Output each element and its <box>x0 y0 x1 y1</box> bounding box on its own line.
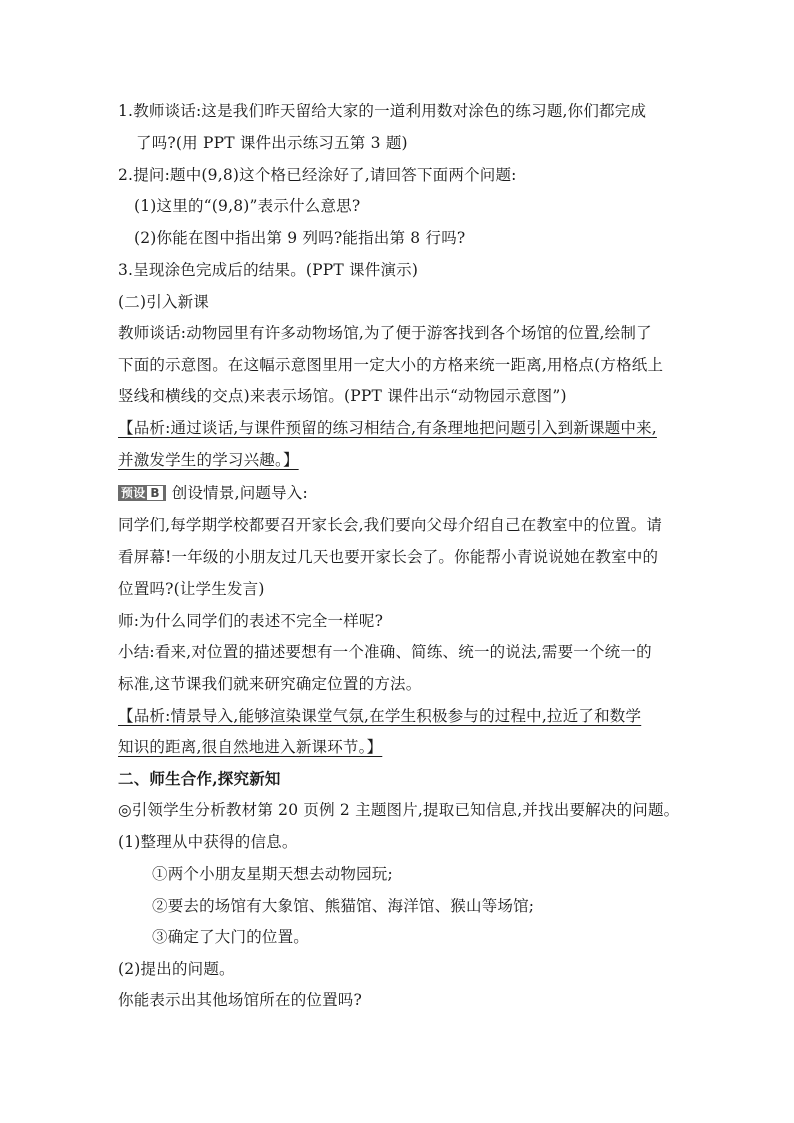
section-heading: 二、师生合作,探究新知 <box>118 769 281 788</box>
text-line: 同学们,每学期学校都要召开家长会,我们要向父母介绍自己在教室中的位置。请 <box>118 516 663 534</box>
text-line: 看屏幕!一年级的小朋友过几天也要开家长会了。你能帮小青说说她在教室中的 <box>118 548 659 566</box>
text-line: 标准,这节课我们就来研究确定位置的方法。 <box>118 675 422 693</box>
list-item: ③确定了大门的位置。 <box>152 928 310 946</box>
text-line: 位置吗?(让学生发言) <box>118 580 265 598</box>
list-item: ①两个小朋友星期天想去动物园玩; <box>152 865 393 883</box>
text-line: 师:为什么同学们的表述不完全一样呢? <box>118 612 384 630</box>
text-line: 2.提问:题中(9,8)这个格已经涂好了,请回答下面两个问题: <box>118 166 517 184</box>
list-item: ②要去的场馆有大象馆、熊猫馆、海洋馆、猴山等场馆; <box>152 897 535 915</box>
analysis-note: 并激发学生的学习兴趣。】 <box>118 451 299 469</box>
list-item: (1)整理从中获得的信息。 <box>118 833 298 851</box>
text-line: 了吗?(用 PPT 课件出示练习五第 3 题) <box>136 134 408 152</box>
text-line: 竖线和横线的交点)来表示场馆。(PPT 课件出示“动物园示意图”) <box>118 387 567 405</box>
text-line: 下面的示意图。在这幅示意图里用一定大小的方格来统一距离,用格点(方格纸上 <box>118 356 664 374</box>
text-line: 3.呈现涂色完成后的结果。(PPT 课件演示) <box>118 261 419 279</box>
analysis-note: 【品析:情景导入,能够渲染课堂气氛,在学生积极参与的过程中,拉近了和数学 <box>118 707 642 725</box>
text-line: 小结:看来,对位置的描述要想有一个准确、简练、统一的说法,需要一个统一的 <box>118 643 652 661</box>
list-item: (2)提出的问题。 <box>118 960 235 978</box>
preset-badge: 预设 B <box>118 485 166 501</box>
text-line: (1)这里的“(9,8)”表示什么意思? <box>134 197 361 215</box>
text-line: (2)你能在图中指出第 9 列吗?能指出第 8 行吗? <box>134 229 466 247</box>
preset-heading: 预设 B 创设情景,问题导入: <box>118 483 308 503</box>
section-heading: (二)引入新课 <box>118 293 209 311</box>
text-line: 1.教师谈话:这是我们昨天留给大家的一道利用数对涂色的练习题,你们都完成 <box>118 102 647 120</box>
analysis-note: 知识的距离,很自然地进入新课环节。】 <box>118 738 383 756</box>
text-line: 你能表示出其他场馆所在的位置吗? <box>118 991 363 1009</box>
text-line: 教师谈话:动物园里有许多动物场馆,为了便于游客找到各个场馆的位置,绘制了 <box>118 324 652 342</box>
text-line: ◎引领学生分析教材第 20 页例 2 主题图片,提取已知信息,并找出要解决的问题。 <box>118 801 680 819</box>
analysis-note: 【品析:通过谈话,与课件预留的练习相结合,有条理地把问题引入到新课题中来, <box>118 419 657 437</box>
